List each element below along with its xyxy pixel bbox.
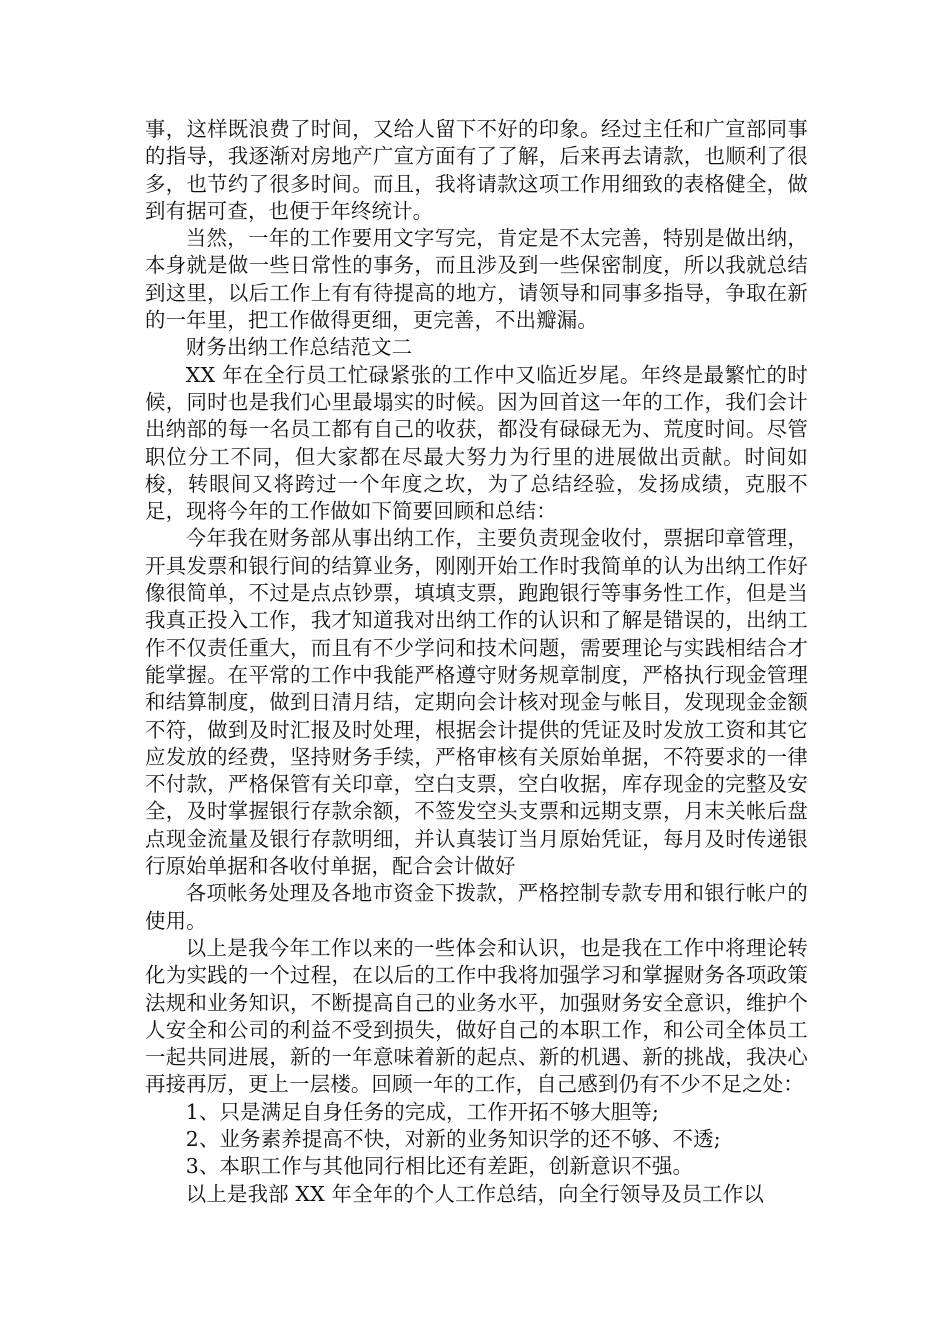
section-heading: 财务出纳工作总结范文二 — [185, 335, 413, 360]
list-item-1: 1、只是满足自身任务的完成，工作开拓不够大胆等; — [185, 1099, 660, 1124]
paragraph-intro: XX 年在全行员工忙碌紧张的工作中又临近岁尾。年终是最繁忙的时候，同时也是我们心里最塌实的时候。因为回首这一年的工作，我们会计出纳部的每一名员工都有自己的收获，都没有碌碌无为、荒度时间。尽管职位分工不同，但大家都在尽最大努力为行里的进展做出贡献。时间如梭，转眼间又将跨过一个年度之坎，为了总结经验，发扬成绩，克服不足，现将今年的工作做如下简要回顾和总结： — [145, 362, 808, 524]
document-page — [145, 116, 808, 1208]
paragraph-continuation: 事，这样既浪费了时间，又给人留下不好的印象。经过主任和广宣部同事的指导，我逐渐对房地产广宣方面有了了解，后来再去请款，也顺利了很多，也节约了很多时间。而且，我将请款这项工作用细致的表格健全，做到有据可查，也便于年终统计。 — [145, 117, 808, 223]
paragraph-duties: 今年我在财务部从事出纳工作，主要负责现金收付，票据印章管理，开具发票和银行间的结算业务，刚刚开始工作时我简单的认为出纳工作好像很简单，不过是点点钞票，填填支票，跑跑银行等事务性工作，但是当我真正投入工作，我才知道我对出纳工作的认识和了解是错误的，出纳工作不仅责任重大，而且有不少学问和技术问题，需要理论与实践相结合才能掌握。在平常的工作中我能严格遵守财务规章制度，严格执行现金管理和结算制度，做到日清月结，定期向会计核对现金与帐目，发现现金金额不符，做到及时汇报及时处理，根据会计提供的凭证及时发放工资和其它应发放的经费，坚持财务手续，严格审核有关原始单据，不符要求的一律不付款，严格保管有关印章，空白支票，空白收据，库存现金的完整及安全，及时掌握银行存款余额，不签发空头支票和远期支票，月末关帐后盘点现金流量及银行存款明细，并认真装订当月原始凭证，每月及时传递银行原始单据和各收付单据，配合会计做好 — [145, 526, 808, 879]
list-item-2: 2、业务素养提高不快，对新的业务知识学的还不够、不透; — [185, 1126, 721, 1151]
paragraph-conclusion: 当然，一年的工作要用文字写完，肯定是不太完善，特别是做出纳，本身就是做一些日常性的事务，而且涉及到一些保密制度，所以我就总结到这里，以后工作上有有待提高的地方，请领导和同事多指导，争取在新的一年里，把工作做得更细，更完善，不出瓣漏。 — [145, 226, 808, 333]
paragraph-accounts: 各项帐务处理及各地市资金下拨款，严格控制专款专用和银行帐户的使用。 — [145, 881, 808, 933]
paragraph-reflection: 以上是我今年工作以来的一些体会和认识，也是我在工作中将理论转化为实践的一个过程，在以后的工作中我将加强学习和掌握财务各项政策法规和业务知识，不断提高自己的业务水平，加强财务安全意识，维护个人安全和公司的利益不受到损失，做好自己的本职工作，和公司全体员工一起共同进展，新的一年意味着新的起点、新的机遇、新的挑战，我决心再接再厉，更上一层楼。回顾一年的工作，自己感到仍有不少不足之处： — [145, 935, 808, 1097]
list-item-3: 3、本职工作与其他同行相比还有差距，创新意识不强。 — [185, 1154, 694, 1179]
paragraph-closing: 以上是我部 XX 年全年的个人工作总结，向全行领导及员工作以 — [185, 1181, 764, 1206]
